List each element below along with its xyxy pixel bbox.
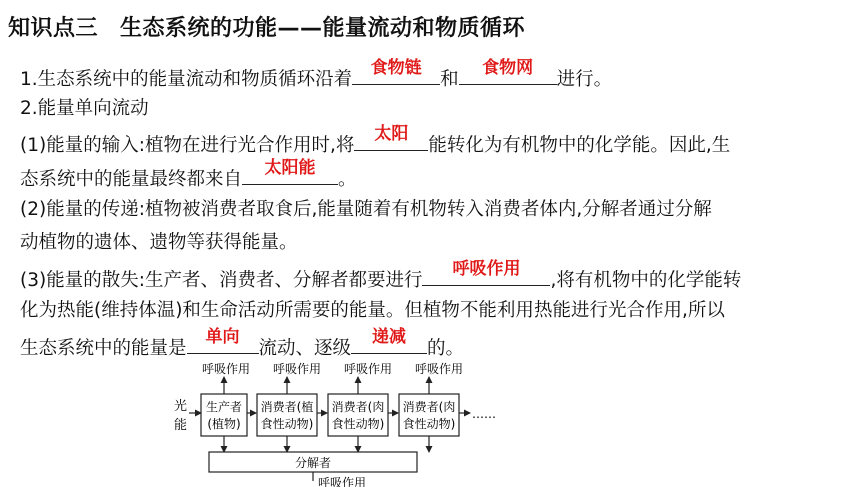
paragraph-2-heading: 2.能量单向流动: [20, 98, 149, 119]
p5-l1-pre: (3)能量的散失:生产者、消费者、分解者都要进行: [20, 270, 423, 291]
herbivore-box: [257, 394, 317, 436]
resp-label-4: 呼吸作用: [414, 362, 464, 376]
p3-l1-pre: (1)能量的输入:植物在进行光合作用时,将: [20, 135, 355, 156]
producer-label-1: 生产者: [205, 400, 243, 414]
carnivore2-label-1: 消费者(肉: [402, 400, 456, 414]
answer-food-web: 食物网: [482, 58, 534, 78]
decomposer-resp-label: 呼吸作用: [318, 476, 367, 487]
p1-post: 进行。: [556, 69, 613, 90]
producer-box: [201, 394, 247, 436]
carnivore1-label-1: 消费者(肉: [331, 400, 385, 414]
p1-mid: 和: [440, 69, 459, 90]
carnivore2-label-2: 食性动物): [402, 417, 456, 431]
continuation-dots: ……: [472, 407, 496, 421]
paragraph-5-line-2: 化为热能(维持体温)和生命活动所需要的能量。但植物不能利用热能进行光合作用,所以: [20, 300, 725, 321]
decomposer-label: 分解者: [294, 456, 332, 470]
p1-text: 1.生态系统中的能量流动和物质循环沿着: [20, 69, 353, 90]
resp-label-2: 呼吸作用: [272, 362, 322, 376]
resp-label-1: 呼吸作用: [201, 362, 251, 376]
paragraph-4-line-2: 动植物的遗体、遗物等获得能量。: [20, 232, 298, 253]
title-part1: 知识点三: [8, 16, 99, 41]
carnivore-box-2: [399, 394, 459, 436]
producer-label-2: (植物): [207, 417, 241, 431]
title-part2: 生态系统的功能——能量流动和物质循环: [120, 16, 526, 41]
carnivore-box-1: [328, 394, 388, 436]
resp-label-3: 呼吸作用: [343, 362, 393, 376]
respiration-labels-top: [202, 362, 463, 376]
answer-food-chain: 食物链: [370, 58, 422, 78]
answer-respiration: 呼吸作用: [452, 259, 521, 279]
p5-l1-post: ,将有机物中的化学能转: [550, 270, 742, 291]
p3-l1-post: 能转化为有机物中的化学能。因此,生: [428, 135, 731, 156]
p3-l2-post: 。: [338, 169, 357, 190]
answer-solar-energy: 太阳能: [264, 158, 316, 178]
light-energy-label-2: 能: [174, 418, 188, 433]
p5-l3-post: 的。: [427, 338, 465, 359]
p5-l3-pre: 生态系统中的能量是: [20, 338, 187, 359]
p5-l3-mid: 流动、逐级: [258, 338, 352, 359]
light-energy-label-1: 光: [174, 399, 188, 414]
decomposer-box: [209, 452, 417, 472]
answer-sun: 太阳: [374, 124, 409, 144]
herbivore-label-1: 消费者(植: [260, 400, 314, 414]
carnivore1-label-2: 食性动物): [331, 417, 385, 431]
p3-l2-pre: 态系统中的能量最终都来自: [20, 169, 243, 190]
answer-one-way: 单向: [205, 327, 240, 347]
herbivore-label-2: 食性动物): [260, 417, 314, 431]
answer-decrease: 递减: [372, 327, 407, 347]
paragraph-4-line-1: (2)能量的传递:植物被消费者取食后,能量随着有机物转入消费者体内,分解者通过分解: [20, 199, 712, 220]
